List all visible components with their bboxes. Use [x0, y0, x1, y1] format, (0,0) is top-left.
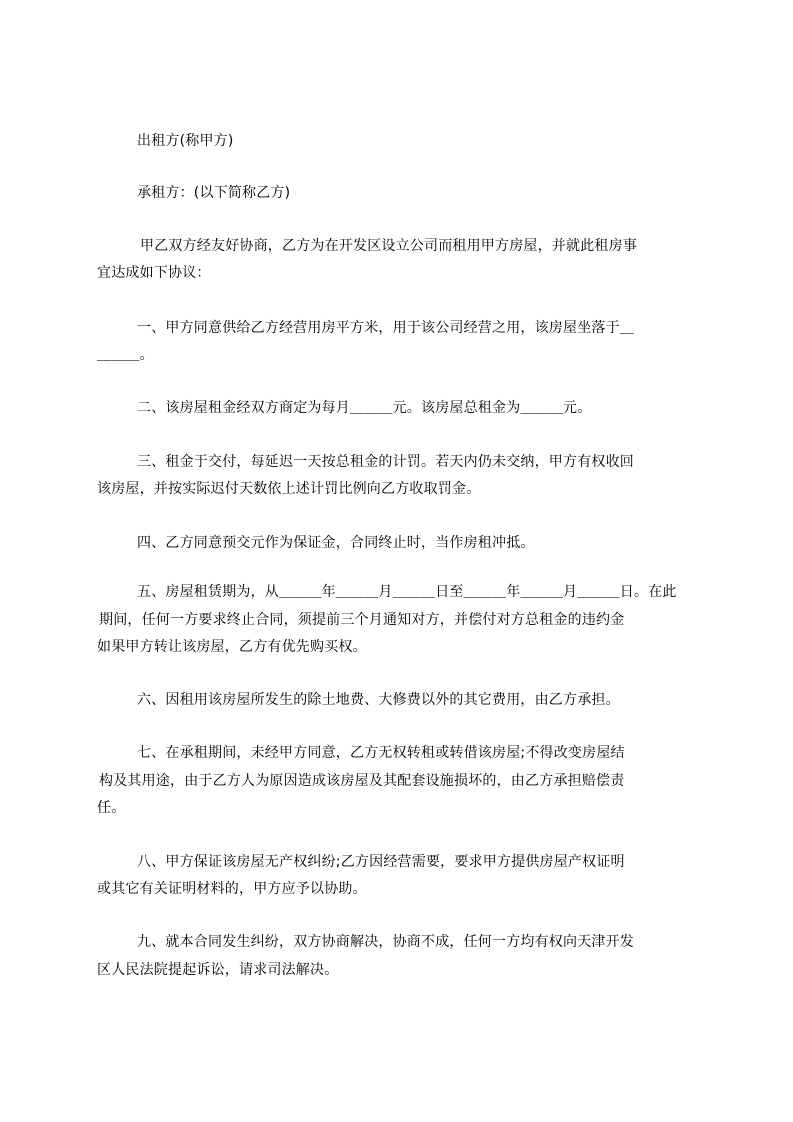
clause-5-line-3: 如果甲方转让该房屋，乙方有优先购买权。: [97, 639, 367, 655]
clause-8-line-2: 或其它有关证明材料的，甲方应予以协助。: [97, 881, 367, 897]
clause-7-line-2: 构及其用途，由于乙方人为原因造成该房屋及其配套设施损坏的，由乙方承担赔偿责: [99, 773, 625, 789]
clause-2-line-1: 二、该房屋租金经双方商定为每月＿＿＿元。该房屋总租金为＿＿＿元。: [137, 400, 592, 416]
clause-6-line-1: 六、因租用该房屋所发生的除土地费、大修费以外的其它费用，由乙方承担。: [137, 692, 620, 708]
clause-1-line-2: ＿＿＿。: [97, 347, 154, 363]
intro-line-2: 宜达成如下协议：: [97, 265, 211, 281]
clause-1-line-1: 一、甲方同意供给乙方经营用房平方米，用于该公司经营之用，该房屋坐落于＿: [137, 320, 634, 336]
lessor-line: 出租方(称甲方): [137, 133, 234, 149]
clause-3-line-1: 三、租金于交付，每延迟一天按总租金的计罚。若天内仍未交纳，甲方有权收回: [137, 454, 634, 470]
intro-line-1: 甲乙双方经友好协商，乙方为在开发区设立公司而租用甲方房屋，并就此租房事: [140, 238, 637, 254]
clause-8-line-1: 八、甲方保证该房屋无产权纠纷;乙方因经营需要，要求甲方提供房屋产权证明: [137, 854, 625, 870]
clause-7-line-3: 任。: [97, 800, 126, 816]
clause-5-line-1: 五、房屋租赁期为，从＿＿＿年＿＿＿月＿＿＿日至＿＿＿年＿＿＿月＿＿＿日。在此: [137, 584, 677, 600]
clause-3-line-2: 该房屋，并按实际迟付天数依上述计罚比例向乙方收取罚金。: [97, 481, 481, 497]
clause-7-line-1: 七、在承租期间，未经甲方同意，乙方无权转租或转借该房屋;不得改变房屋结: [137, 745, 625, 761]
clause-9-line-1: 九、就本合同发生纠纷，双方协商解决，协商不成，任何一方均有权向天津开发: [137, 934, 634, 950]
lessee-line: 承租方：(以下简称乙方): [137, 185, 291, 201]
clause-4-line-1: 四、乙方同意预交元作为保证金，合同终止时，当作房租冲抵。: [137, 535, 535, 551]
clause-9-line-2: 区人民法院提起诉讼，请求司法解决。: [97, 962, 339, 978]
clause-5-line-2: 期间，任何一方要求终止合同，须提前三个月通知对方，并偿付对方总租金的违约金: [99, 612, 625, 628]
